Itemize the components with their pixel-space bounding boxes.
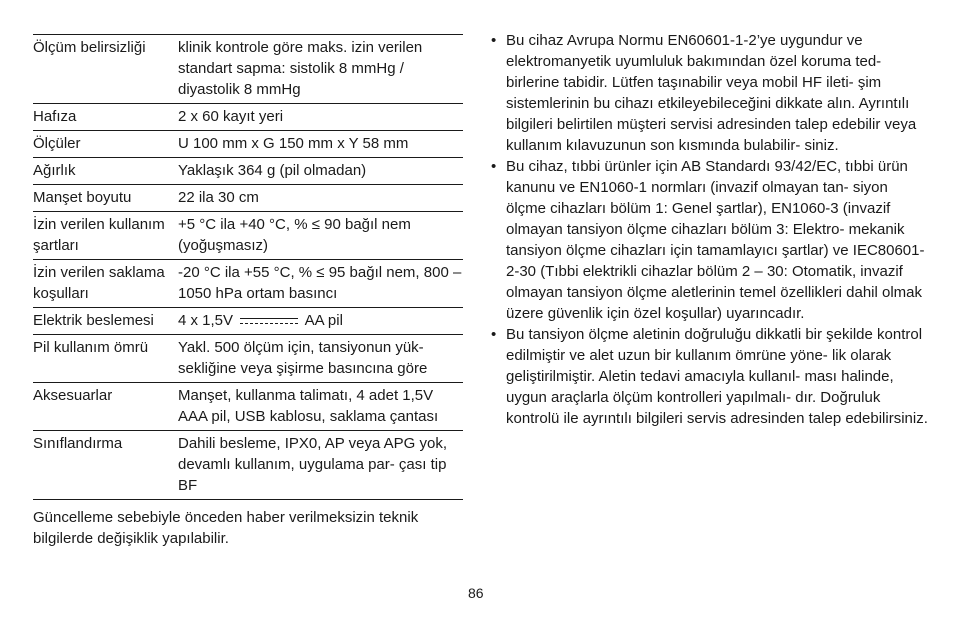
list-item: [490, 30, 930, 156]
spec-value: -20 °C ila +55 °C, % ≤ 95 bağıl nem, 800 –1050 hPa ortam basıncı: [178, 260, 463, 308]
spec-value: U 100 mm x G 150 mm x Y 58 mm: [178, 131, 463, 158]
dc-symbol-icon: [240, 318, 298, 324]
table-row: [33, 308, 463, 335]
table-row: [33, 260, 463, 308]
spec-value: 22 ila 30 cm: [178, 185, 463, 212]
list-item-text: Bu cihaz Avrupa Normu EN60601-1-2’ye uygundur ve elektromanyetik uyumluluk bakımından özel koruma ted- birlerine tabidir. Lütfen taşınabilir veya mobil HF ileti- şim sistemlerinin bu cihazı etkileyebileceğini dikkate alın. Ayrıntılı bilgileri belirtilen müşteri servisi adresinden talep edebilir veya kullanım kılavuzunun son kısmında bulabilir- siniz.: [506, 32, 917, 154]
table-row: [33, 158, 463, 185]
spec-value: [178, 308, 463, 335]
compliance-section: [490, 30, 930, 429]
spec-key: Elektrik beslemesi: [33, 308, 178, 335]
spec-key: Ölçüler: [33, 131, 178, 158]
spec-value: Yakl. 500 ölçüm için, tansiyonun yük- sekliğine veya şişirme basıncına göre: [178, 335, 463, 383]
list-item: [490, 324, 930, 429]
bullet-icon: •: [491, 32, 497, 49]
bullet-icon: •: [491, 326, 497, 343]
spec-value: 2 x 60 kayıt yeri: [178, 104, 463, 131]
spec-key: Manşet boyutu: [33, 185, 178, 212]
table-row: [33, 212, 463, 260]
bullet-icon: •: [491, 158, 497, 175]
spec-key: İzin verilen saklama koşulları: [33, 260, 178, 308]
table-row: [33, 131, 463, 158]
table-row: [33, 185, 463, 212]
list-item-text: Bu cihaz, tıbbi ürünler için AB Standardı 93/42/EC, tıbbi ürün kanunu ve EN1060-1 normları (invazif olmayan tan- siyon ölçme cihazları bölüm 1: Genel şartlar), EN1060-3 (invazif olmayan tansiyon ölçme cihazları bölüm 3: Elektro- mekanik tansiyon ölçme cihazları için tamamlayıcı şartlar) ve IEC80601-2-30 (Tıbbi elektrikli cihazlar bölüm 2 – 30: Otomatik, invazif olmayan tansiyon ölçme aletlerinin temel özellikleri dahil olmak üzere güvenlik için özel koşullar) uyarıncadır.: [506, 158, 925, 322]
spec-key: Pil kullanım ömrü: [33, 335, 178, 383]
page-number: 86: [468, 585, 484, 601]
spec-key: Hafıza: [33, 104, 178, 131]
table-row: [33, 383, 463, 431]
list-item-text: Bu tansiyon ölçme aletinin doğruluğu dikkatli bir şekilde kontrol edilmiştir ve alet uzun bir kullanım ömrüne yöne- lik olarak geliştirilmiştir. Aletin tedavi amacıyla kullanıl- ması halinde, uygun araçlarla ölçüm kontrolleri yapılmalı- dır. Doğruluk kontrolü ile ayrıntılı bilgileri servis adresinden talep edebilirsiniz.: [506, 326, 928, 427]
spec-key: Ağırlık: [33, 158, 178, 185]
power-suffix: AA pil: [304, 312, 343, 329]
spec-table: [33, 34, 463, 500]
spec-key: İzin verilen kullanım şartları: [33, 212, 178, 260]
table-row: [33, 104, 463, 131]
update-note: Güncelleme sebebiyle önceden haber verilmeksizin teknik bilgilerde değişiklik yapılabilir.: [33, 509, 419, 547]
spec-value: Yaklaşık 364 g (pil olmadan): [178, 158, 463, 185]
spec-key: Aksesuarlar: [33, 383, 178, 431]
spec-key: Sınıflandırma: [33, 431, 178, 500]
spec-value: Dahili besleme, IPX0, AP veya APG yok, devamlı kullanım, uygulama par- çası tip BF: [178, 431, 463, 500]
table-row: [33, 35, 463, 104]
compliance-list: [490, 30, 930, 429]
spec-value: klinik kontrole göre maks. izin verilen standart sapma: sistolik 8 mmHg / diyastolik 8 mmHg: [178, 35, 463, 104]
table-row: [33, 431, 463, 500]
spec-value: Manşet, kullanma talimatı, 4 adet 1,5V AAA pil, USB kablosu, saklama çantası: [178, 383, 463, 431]
spec-value: +5 °C ila +40 °C, % ≤ 90 bağıl nem (yoğuşmasız): [178, 212, 463, 260]
spec-section: [33, 34, 463, 549]
list-item: [490, 156, 930, 324]
spec-key: Ölçüm belirsizliği: [33, 35, 178, 104]
table-row: [33, 335, 463, 383]
power-prefix: 4 x 1,5V: [178, 312, 234, 329]
